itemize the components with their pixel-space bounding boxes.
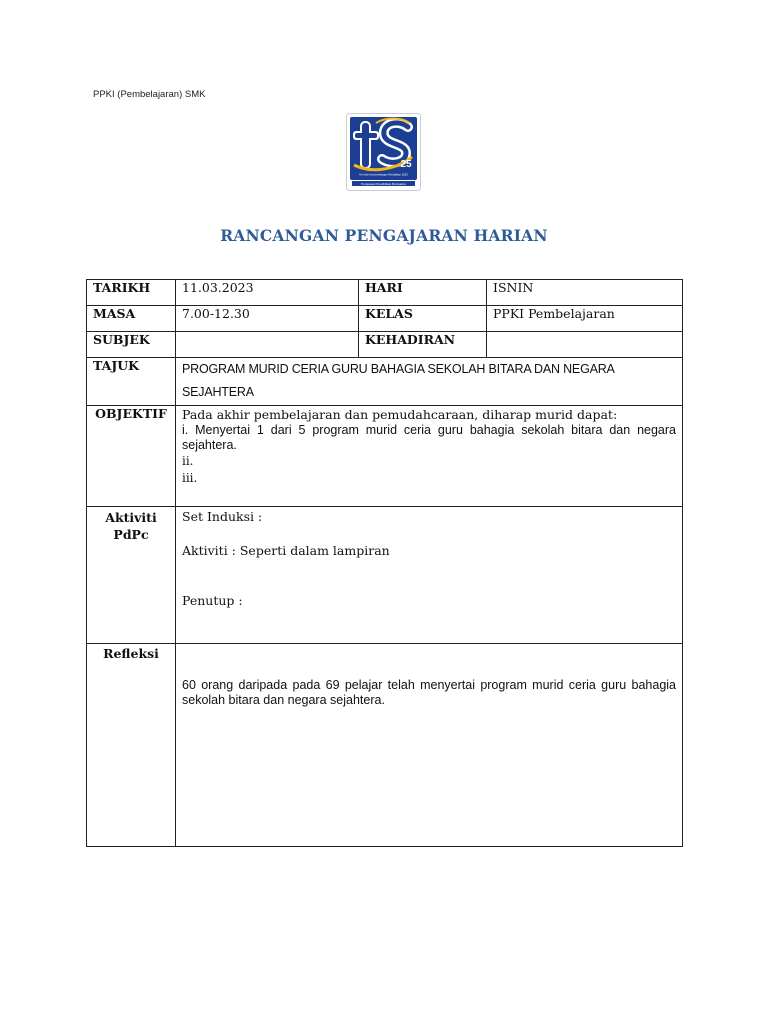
- header-note: PPKI (Pembelajaran) SMK: [93, 89, 206, 100]
- kelas-value: PPKI Pembelajaran: [487, 306, 683, 332]
- kelas-label: KELAS: [359, 306, 487, 332]
- row-refleksi: [87, 644, 683, 847]
- row-masa: [87, 306, 683, 332]
- subjek-value: [176, 332, 359, 358]
- hari-label: HARI: [359, 280, 487, 306]
- aktiviti-label-2: PdPc: [113, 527, 149, 542]
- aktiviti-cell: [176, 507, 683, 644]
- aktiviti-label-cell: [87, 507, 176, 644]
- logo-tagline-banner: Penjanaan Pendidikan Bermakna: [361, 181, 406, 186]
- hari-value: ISNIN: [487, 280, 683, 306]
- masa-value: 7.00-12.30: [176, 306, 359, 332]
- objektif-cell: [176, 406, 683, 507]
- kehadiran-label: KEHADIRAN: [359, 332, 487, 358]
- kehadiran-value: [487, 332, 683, 358]
- tajuk-cell: [176, 358, 683, 406]
- ts25-logo-graphic: [346, 113, 421, 191]
- objektif-label: OBJEKTIF: [87, 406, 176, 507]
- row-subjek: [87, 332, 683, 358]
- aktiviti-text: Aktiviti : Seperti dalam lampiran: [182, 543, 390, 558]
- logo-number: 25: [400, 159, 412, 170]
- lesson-plan-table: [86, 279, 683, 847]
- masa-label: MASA: [87, 306, 176, 332]
- subjek-label: SUBJEK: [87, 332, 176, 358]
- row-tarikh: [87, 280, 683, 306]
- document-title: RANCANGAN PENGAJARAN HARIAN: [220, 226, 548, 245]
- logo-tagline-small: Ke Arah Kecemerlangan Pendidikan 2025: [359, 173, 408, 177]
- refleksi-text: 60 orang daripada pada 69 pelajar telah menyertai program murid ceria guru bahagia sekolah bitara dan negara sejahtera.: [182, 678, 676, 707]
- ts25-logo: [346, 113, 421, 191]
- objektif-item-1: i. Menyertai 1 dari 5 program murid ceria guru bahagia sekolah bitara dan negara sejahtera.: [182, 423, 676, 452]
- tarikh-label: TARIKH: [87, 280, 176, 306]
- row-aktiviti: [87, 507, 683, 644]
- tajuk-label: TAJUK: [87, 358, 176, 406]
- objektif-item-2: ii.: [182, 454, 194, 468]
- tarikh-value: 11.03.2023: [176, 280, 359, 306]
- row-objektif: [87, 406, 683, 507]
- penutup: Penutup :: [182, 593, 243, 608]
- row-tajuk: [87, 358, 683, 406]
- tajuk-value: PROGRAM MURID CERIA GURU BAHAGIA SEKOLAH BITARA DAN NEGARA SEJAHTERA: [182, 362, 615, 399]
- objektif-intro: Pada akhir pembelajaran dan pemudahcaraan, diharap murid dapat:: [182, 407, 618, 422]
- aktiviti-label-1: Aktiviti: [105, 510, 157, 525]
- refleksi-cell: [176, 644, 683, 847]
- set-induksi: Set Induksi :: [182, 509, 263, 524]
- refleksi-label: Refleksi: [87, 644, 176, 847]
- objektif-item-3: iii.: [182, 471, 198, 485]
